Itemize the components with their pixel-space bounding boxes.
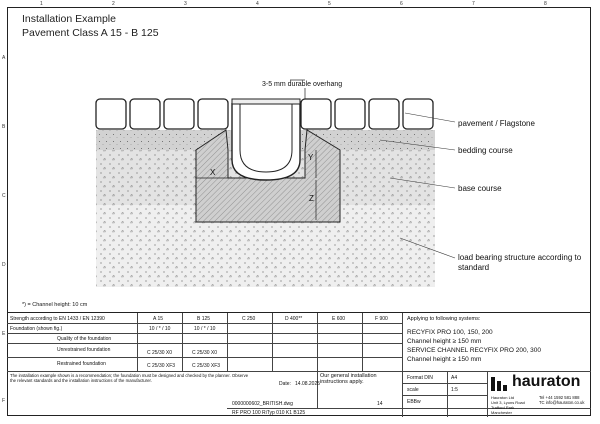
company-line: Manchester [491,410,512,415]
column-tick: 5 [328,1,331,7]
drawing-subtitle: Pavement Class A 15 - B 125 [22,27,159,39]
drawing-number: 0000000602_BRITISH.dwg [232,401,293,407]
column-tick: 2 [112,1,115,7]
column-tick: 4 [256,1,259,7]
row-tick: F [2,398,6,404]
layer-label-bedding: bedding course [458,146,513,155]
row-tick: E [2,331,6,337]
concrete-value: C 25/30 X0 [147,350,173,356]
system-line: Channel height ≥ 150 mm [407,338,482,345]
date-label: Date: [279,381,291,387]
layer-label-load-bearing: load bearing structure according to standard [458,253,582,272]
scale-label: scale [407,387,419,393]
class-header: B 125 [197,316,211,322]
layer-label-base: base course [458,184,502,193]
class-header: A 15 [153,316,164,322]
format-value: A4 [451,375,458,381]
contact-line: Tel +44 1592 581 888 [539,395,580,400]
hauraton-logo-icon [490,375,510,393]
contact-line: TC info@hauraton.co.uk [539,400,585,405]
general-note: Our general installation instructions apply. [320,373,377,385]
class-header: E 600 [332,316,346,322]
concrete-value: C 25/30 X0 [192,350,218,356]
concrete-value: C 25/30 XF3 [192,363,221,369]
foundation-label: Foundation (shown fig.) [10,326,63,332]
row-tick: A [2,55,6,61]
dim-y-label: Y [308,153,314,162]
row-tick: D [2,262,6,268]
quality-label: Quality of the foundation [57,336,112,342]
scale-value: 1:5 [451,387,458,393]
dim-x-label: X [210,168,216,177]
column-tick: 1 [40,1,43,7]
column-tick: 6 [400,1,403,7]
edition-label: EBBw [407,399,421,405]
sheet-number: 14 [377,401,383,407]
brand-name: hauraton [512,373,581,390]
system-line: SERVICE CHANNEL RECYFIX PRO 200, 300 [407,347,542,354]
foundation-value: 10 / * / 10 [149,326,171,332]
column-tick: 8 [544,1,547,7]
channel-height-footnote: *) = Channel height: 10 cm [22,302,88,308]
class-header: F 900 [375,316,388,322]
layer-label-pavement: pavement / Flagstone [458,119,535,128]
class-header: C 250 [242,316,256,322]
date-value: 14.08.2025 [295,381,321,387]
class-header: D 400** [285,316,303,322]
applies-title: Applying to following systems: [407,316,481,322]
strength-header: Strength according to EN 1433 / EN 12390 [10,316,105,322]
installation-notes: The installation example shown is a recommendation; the foundation must be designed and checked by the planner. Observe the relevant standards and the installation instructions of the manufacturer. [10,373,249,383]
company-line: Unit 3, Lyons Road [491,400,525,405]
system-line: Channel height ≥ 150 mm [407,356,482,363]
unrestrained-label: Unrestrained foundation [57,347,111,353]
row-tick: B [2,124,6,130]
concrete-value: C 25/30 XF3 [147,363,176,369]
channel-grate [232,99,300,104]
company-line: Trafford Park [491,405,515,410]
foundation-value: 10 / * / 10 [194,326,216,332]
column-tick: 7 [472,1,475,7]
system-line: RECYFIX PRO 100, 150, 200 [407,329,493,336]
format-label: Format DIN [407,375,433,381]
column-tick: 3 [184,1,187,7]
drawing-ref: RF PRO 100 RiTyp 010 K1 B125 [232,410,306,416]
overhang-label: 3-5 mm durable overhang [262,81,343,88]
dim-z-label: Z [309,194,314,203]
restrained-label: Restrained foundation [57,361,106,367]
drawing-title: Installation Example [22,13,116,25]
company-line: Hauraton Ltd [491,395,515,400]
channel-body [232,103,300,180]
row-tick: C [2,193,6,199]
spec-table [7,312,591,417]
